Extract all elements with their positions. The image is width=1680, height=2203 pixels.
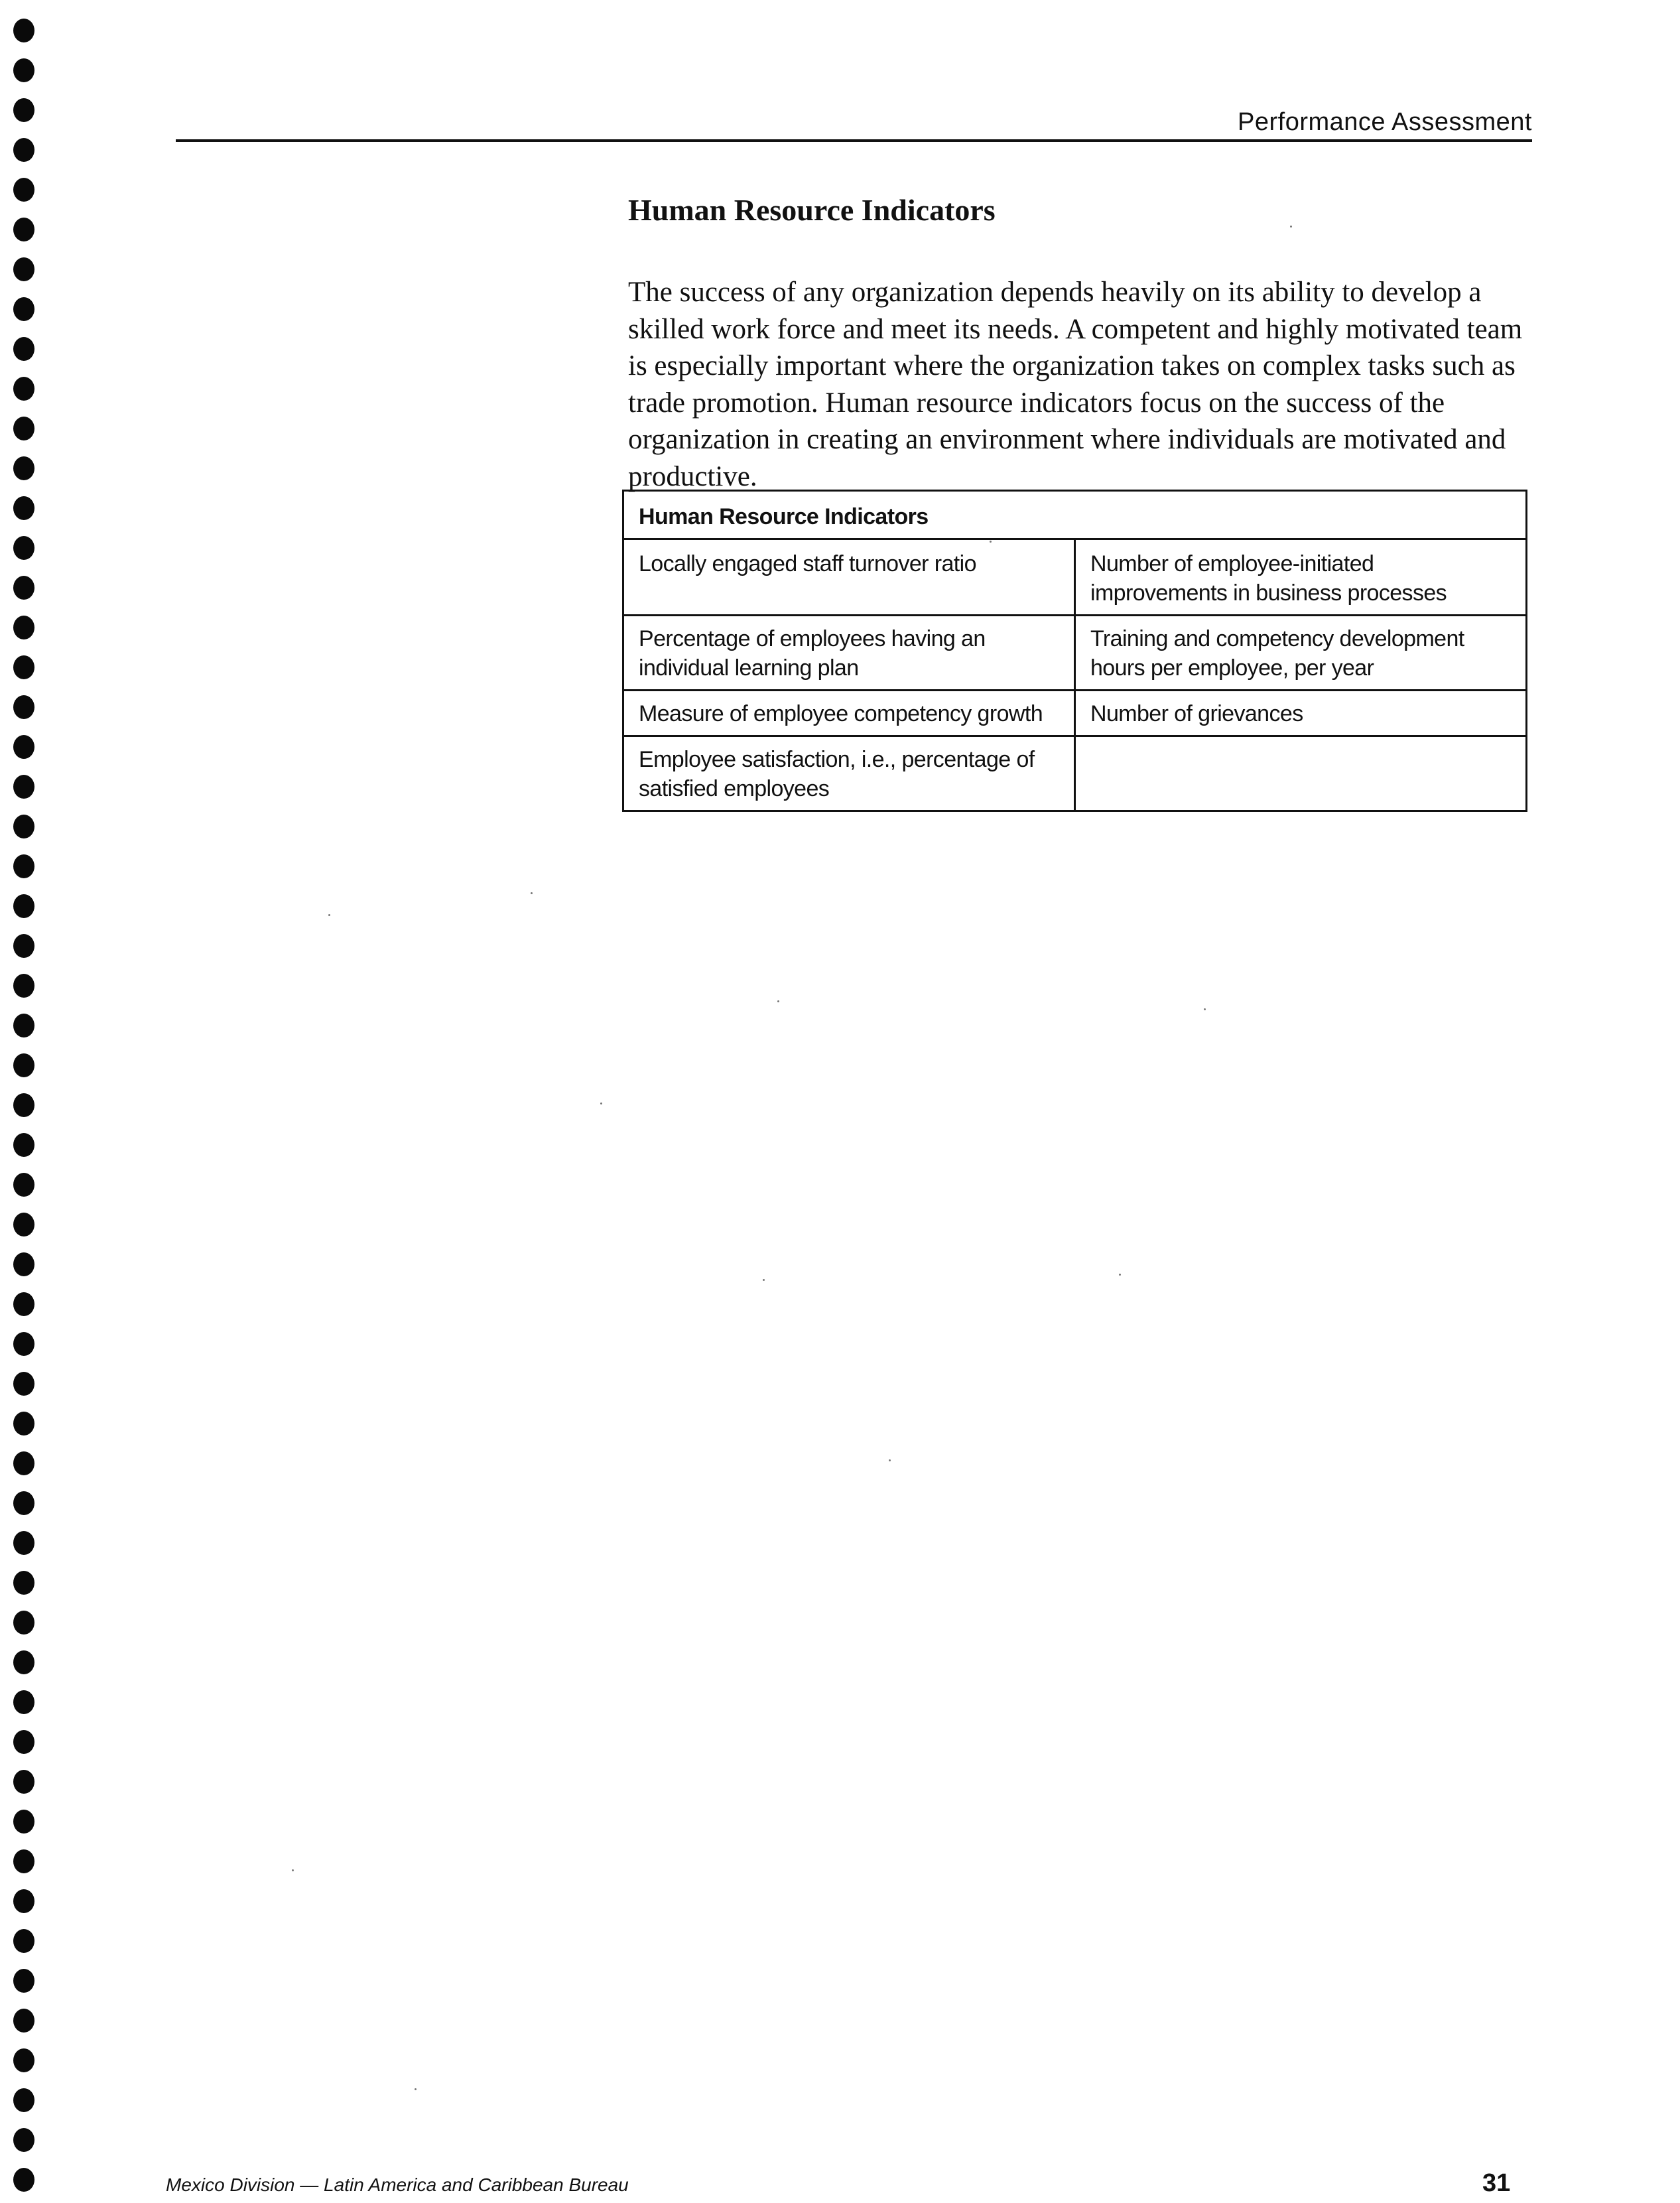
binding-hole bbox=[13, 576, 34, 600]
footer-division: Mexico Division — Latin America and Caribbean Bureau bbox=[166, 2174, 629, 2195]
binding-hole bbox=[13, 337, 34, 361]
table-cell: Percentage of employees having an individual learning plan bbox=[623, 616, 1075, 691]
binding-hole bbox=[13, 1213, 34, 1236]
binding-hole bbox=[13, 894, 34, 918]
binding-hole bbox=[13, 1133, 34, 1157]
binding-hole bbox=[13, 1491, 34, 1515]
binding-hole bbox=[13, 1014, 34, 1037]
binding-hole bbox=[13, 19, 34, 42]
table-cell: Locally engaged staff turnover ratio bbox=[623, 539, 1075, 616]
binding-hole bbox=[13, 178, 34, 202]
binding-hole bbox=[13, 695, 34, 719]
binding-hole bbox=[13, 1969, 34, 1993]
binding-hole bbox=[13, 2048, 34, 2072]
scan-speck bbox=[328, 914, 330, 916]
scan-speck bbox=[1204, 1008, 1206, 1010]
binding-hole bbox=[13, 377, 34, 401]
binding-hole bbox=[13, 2088, 34, 2112]
binding-hole bbox=[13, 257, 34, 281]
scan-speck bbox=[889, 1459, 891, 1461]
table-row bbox=[623, 539, 1527, 616]
binding-hole bbox=[13, 58, 34, 82]
binding-hole bbox=[13, 1332, 34, 1356]
binding-hole bbox=[13, 2009, 34, 2033]
scan-speck bbox=[990, 541, 992, 543]
binding-hole bbox=[13, 974, 34, 998]
page-number: 31 bbox=[1482, 2169, 1511, 2197]
binding-hole bbox=[13, 1451, 34, 1475]
binding-hole bbox=[13, 775, 34, 799]
binding-hole bbox=[13, 735, 34, 759]
binding-hole bbox=[13, 1810, 34, 1834]
binding-hole bbox=[13, 1292, 34, 1316]
table-row bbox=[623, 616, 1527, 691]
table-row bbox=[623, 691, 1527, 736]
running-header bbox=[176, 106, 1532, 142]
binding-hole bbox=[13, 1849, 34, 1873]
scan-speck bbox=[531, 892, 533, 894]
binding-hole bbox=[13, 655, 34, 679]
scan-speck bbox=[777, 1000, 779, 1002]
binding-hole bbox=[13, 496, 34, 520]
binding-hole bbox=[13, 1611, 34, 1635]
binding-hole bbox=[13, 1412, 34, 1435]
scan-speck bbox=[415, 2088, 417, 2090]
scan-speck bbox=[763, 1279, 765, 1281]
binding-hole bbox=[13, 1372, 34, 1396]
binding-hole bbox=[13, 1252, 34, 1276]
binding-hole bbox=[13, 1650, 34, 1674]
binding-hole bbox=[13, 138, 34, 162]
table-header: Human Resource Indicators bbox=[623, 491, 1527, 539]
binding-hole bbox=[13, 2168, 34, 2192]
table-cell: Number of grievances bbox=[1075, 691, 1527, 736]
binding-hole bbox=[13, 1730, 34, 1754]
binding-hole bbox=[13, 1173, 34, 1197]
binding-hole bbox=[13, 218, 34, 241]
section-title: Human Resource Indicators bbox=[628, 193, 996, 227]
binding-hole bbox=[13, 1093, 34, 1117]
binding-hole bbox=[13, 2128, 34, 2152]
binding-hole bbox=[13, 1531, 34, 1555]
binding-hole bbox=[13, 854, 34, 878]
binding-hole bbox=[13, 1690, 34, 1714]
binding-hole bbox=[13, 297, 34, 321]
table-row bbox=[623, 736, 1527, 811]
table-cell: Number of employee-initiated improvements in business processes bbox=[1075, 539, 1527, 616]
binding-hole bbox=[13, 417, 34, 440]
table-cell: Employee satisfaction, i.e., percentage of satisfied employees bbox=[623, 736, 1075, 811]
intro-paragraph: The success of any organization depends heavily on its ability to develop a skilled work force and meet its needs. A competent and highly motivated team is especially important where the organization takes on complex tasks such as trade promotion. Human resource indicators focus on the success of the organization in creating an environment where individuals are motivated and productive. bbox=[628, 277, 1523, 492]
binding-hole bbox=[13, 1770, 34, 1794]
scan-speck bbox=[600, 1102, 602, 1104]
table-cell: Measure of employee competency growth bbox=[623, 691, 1075, 736]
binding-hole bbox=[13, 1053, 34, 1077]
scan-speck bbox=[292, 1869, 294, 1871]
binding-hole bbox=[13, 1571, 34, 1595]
binding-hole bbox=[13, 536, 34, 560]
binding-hole bbox=[13, 456, 34, 480]
binding-hole bbox=[13, 1929, 34, 1953]
binding-hole bbox=[13, 98, 34, 122]
binding-hole bbox=[13, 815, 34, 838]
binding-holes bbox=[0, 0, 40, 2203]
table-cell-empty bbox=[1075, 736, 1527, 811]
scan-speck bbox=[1119, 1274, 1121, 1276]
scan-speck bbox=[1290, 226, 1292, 228]
binding-hole bbox=[13, 934, 34, 958]
running-header-title: Performance Assessment bbox=[1238, 108, 1532, 136]
indicator-table bbox=[622, 490, 1527, 812]
binding-hole bbox=[13, 616, 34, 639]
binding-hole bbox=[13, 1889, 34, 1913]
table-cell: Training and competency development hours per employee, per year bbox=[1075, 616, 1527, 691]
